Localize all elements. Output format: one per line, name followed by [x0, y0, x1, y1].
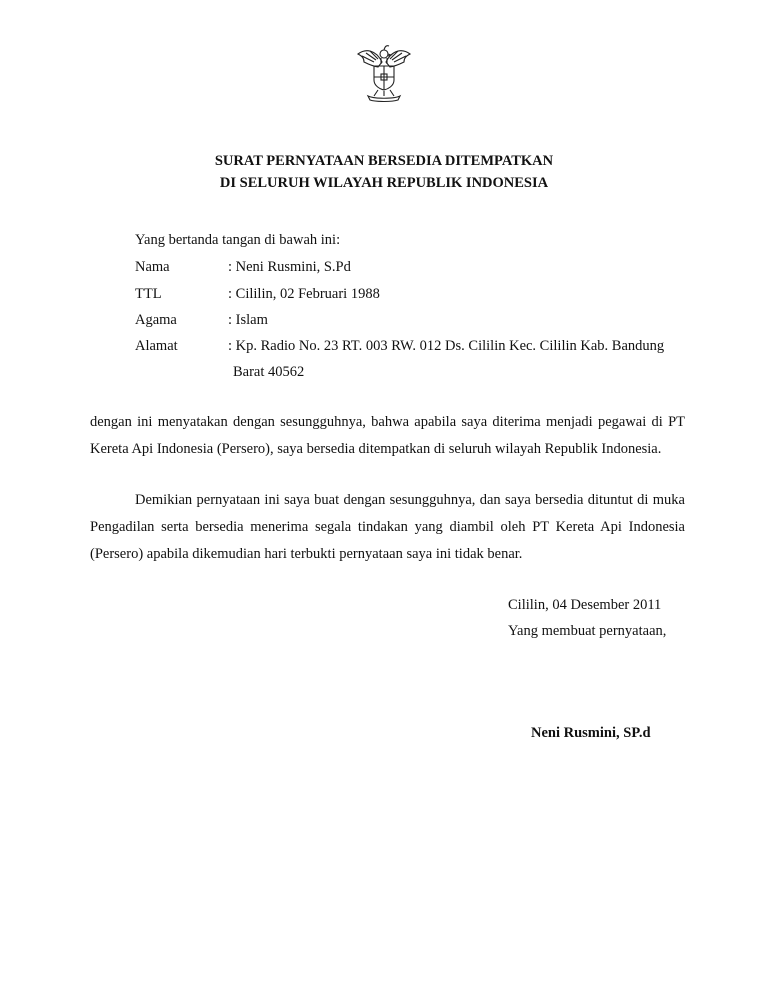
- identity-value-alamat: : Kp. Radio No. 23 RT. 003 RW. 012 Ds. Cililin Kec. Cililin Kab. Bandung: [228, 338, 665, 354]
- garuda-emblem-icon: [352, 40, 416, 104]
- statement-paragraph: dengan ini menyatakan dengan sesungguhnya, bahwa apabila saya diterima menjadi pegawai di PT Kereta Api Indonesia (Persero), saya bersedia ditempatkan di seluruh wilayah Republik Indonesia.: [90, 414, 685, 457]
- identity-label-nama: Nama: [135, 259, 170, 275]
- identity-value-nama: : Neni Rusmini, S.Pd: [228, 259, 351, 275]
- identity-label-agama: Agama: [135, 312, 177, 328]
- closing-paragraph: Demikian pernyataan ini saya buat dengan sesungguhnya, dan saya bersedia dituntut di muka Pengadilan serta bersedia menerima segala tindakan yang diambil oleh PT Kereta Api Indonesia (Persero) apabila dikemudian hari terbukti pernyataan saya ini tidak benar.: [90, 492, 685, 562]
- signer-name: Neni Rusmini, SP.d: [531, 725, 651, 741]
- identity-value-ttl: : Cililin, 02 Februari 1988: [228, 286, 380, 302]
- identity-label-ttl: TTL: [135, 286, 162, 302]
- identity-value-alamat-continued: Barat 40562: [233, 364, 305, 380]
- identity-value-agama: : Islam: [228, 312, 268, 328]
- document-title-line1: SURAT PERNYATAAN BERSEDIA DITEMPATKAN: [214, 153, 554, 169]
- document-title-line2: DI SELURUH WILAYAH REPUBLIK INDONESIA: [219, 175, 549, 191]
- place-date: Cililin, 04 Desember 2011: [508, 597, 662, 613]
- intro-text: Yang bertanda tangan di bawah ini:: [135, 232, 341, 248]
- identity-label-alamat: Alamat: [135, 338, 178, 354]
- maker-label: Yang membuat pernyataan,: [508, 623, 667, 639]
